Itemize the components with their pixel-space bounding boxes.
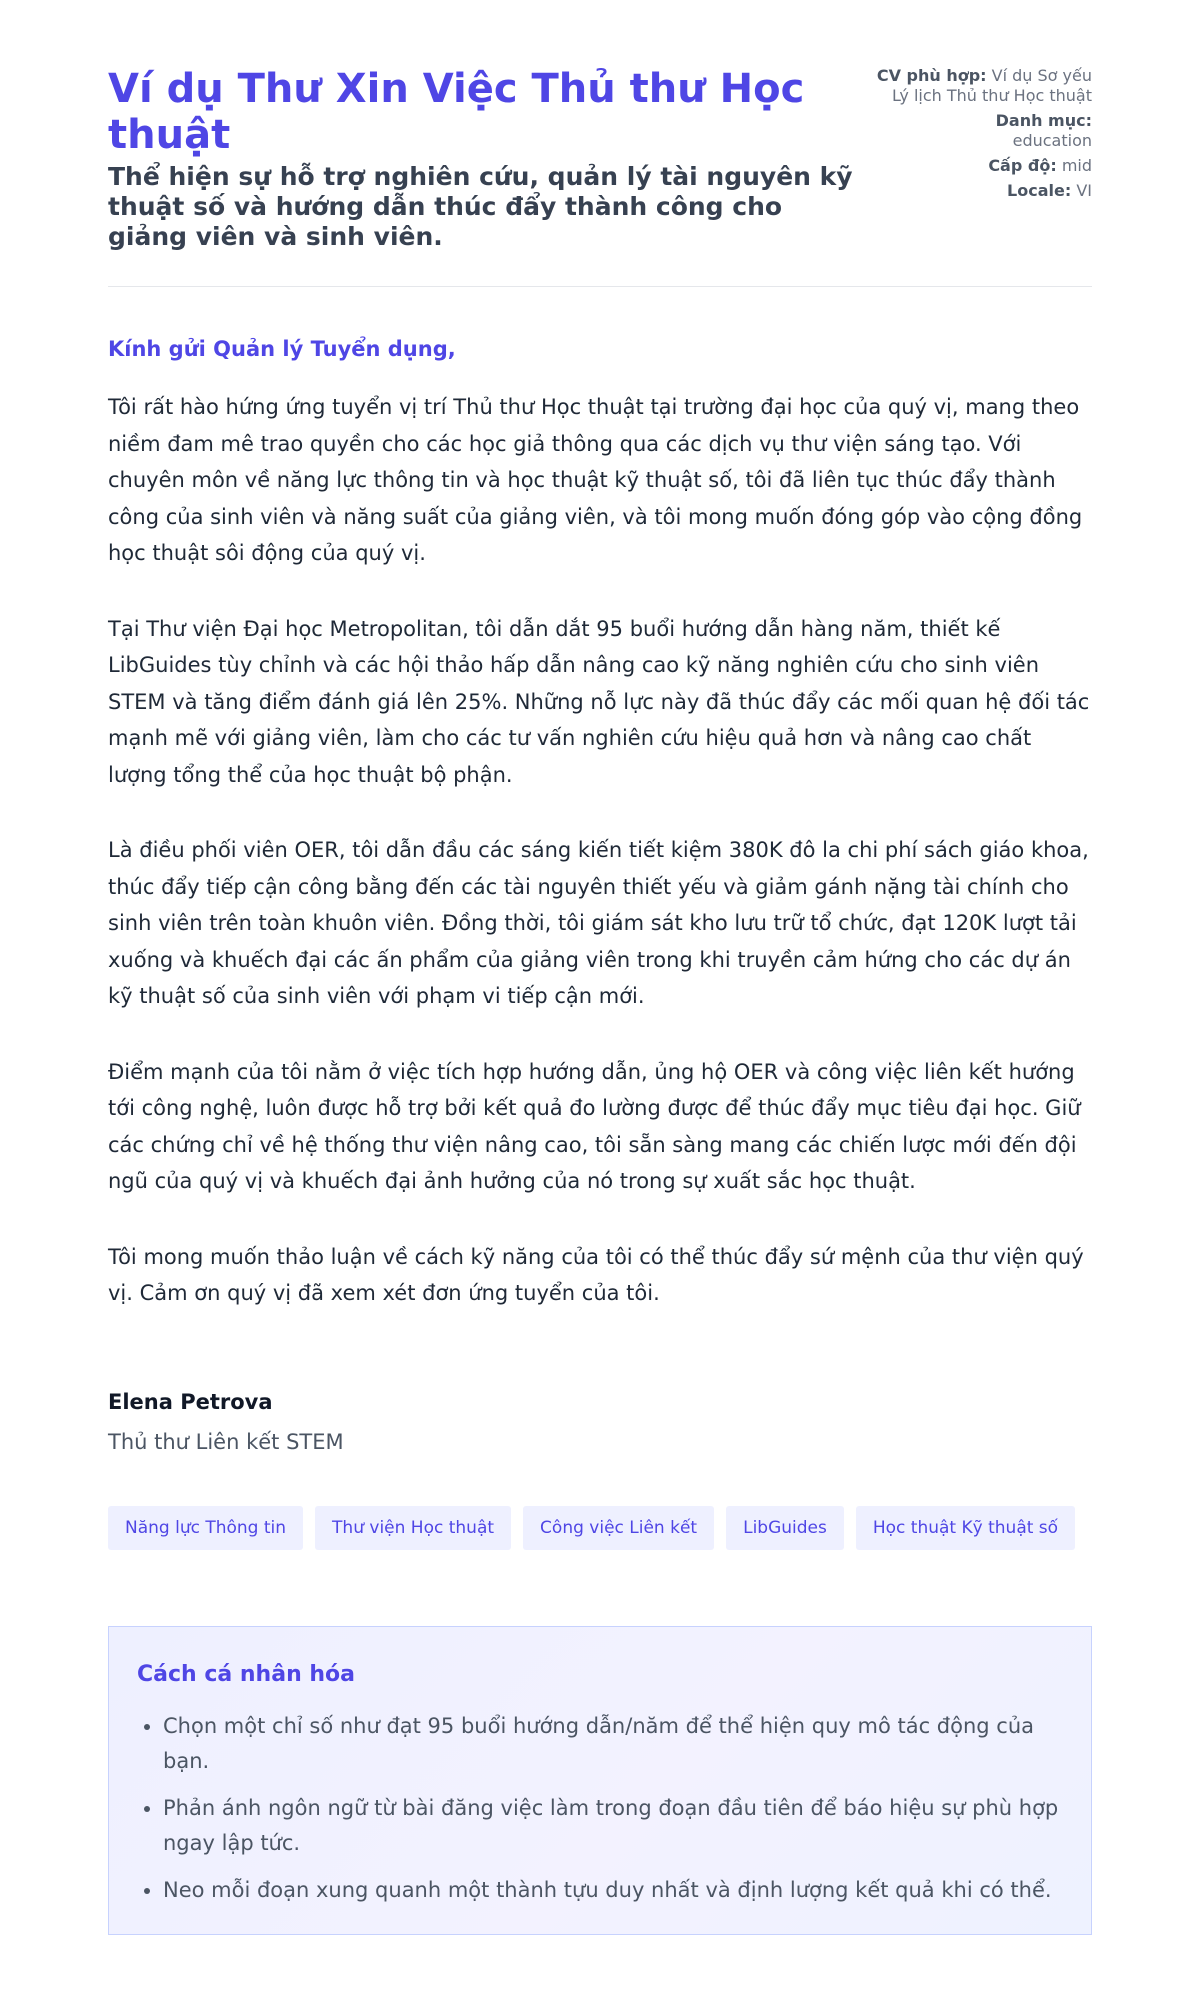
tip-item: • Chọn một chỉ số như đạt 95 buổi hướng dẫn/năm để thể hiện quy mô tác động của bạn. xyxy=(163,1709,1063,1779)
skill-tag: Thư viện Học thuật xyxy=(315,1506,511,1550)
meta-cv-value: Ví dụ Sơ yếu Lý lịch Thủ thư Học thuật xyxy=(891,66,1092,105)
letter-paragraph: Điểm mạnh của tôi nằm ở việc tích hợp hướng dẫn, ủng hộ OER và công việc liên kết hướng tới công nghệ, luôn được hỗ trợ bởi kết quả đo lường được để thúc đẩy mục tiêu đại học. Giữ các chứng chỉ về hệ thống thư viện nâng cao, tôi sẵn sàng mang các chiến lược mới đến đội ngũ của quý vị và khuếch đại ảnh hưởng của nó trong sự xuất sắc học thuật. xyxy=(108,1059,1081,1193)
skill-tags xyxy=(108,1506,1092,1550)
skill-tag: Công việc Liên kết xyxy=(523,1506,714,1550)
letter-paragraph: Tôi mong muốn thảo luận về cách kỹ năng của tôi có thể thúc đẩy sứ mệnh của thư viện quý vị. Cảm ơn quý vị đã xem xét đơn ứng tuyển của tôi. xyxy=(108,1244,1084,1305)
letter-paragraph: Là điều phối viên OER, tôi dẫn đầu các sáng kiến tiết kiệm 380K đô la chi phí sách giáo khoa, thúc đẩy tiếp cận công bằng đến các tài nguyên thiết yếu và giảm gánh nặng tài chính cho sinh viên trên toàn khuôn viên. Đồng thời, tôi giám sát kho lưu trữ tổ chức, đạt 120K lượt tải xuống và khuếch đại các ấn phẩm của giảng viên trong khi truyền cảm hứng cho các dự án kỹ thuật số của sinh viên với phạm vi tiếp cận mới. xyxy=(108,838,1089,1008)
signature-title: Thủ thư Liên kết STEM xyxy=(108,1429,344,1454)
letter-paragraph: Tôi rất hào hứng ứng tuyển vị trí Thủ thư Học thuật tại trường đại học của quý vị, mang theo niềm đam mê trao quyền cho các học giả thông qua các dịch vụ thư viện sáng tạo. Với chuyên môn về năng lực thông tin và học thuật kỹ thuật số, tôi đã liên tục thúc đẩy thành công của sinh viên và năng suất của giảng viên, và tôi mong muốn đóng góp vào cộng đồng học thuật sôi động của quý vị. xyxy=(108,395,1083,565)
meta-category xyxy=(863,111,1092,151)
letter-body xyxy=(108,335,1092,1456)
letter-paragraph: Tại Thư viện Đại học Metropolitan, tôi dẫn dắt 95 buổi hướng dẫn hàng năm, thiết kế LibGuides tùy chỉnh và các hội thảo hấp dẫn nâng cao kỹ năng nghiên cứu cho sinh viên STEM và tăng điểm đánh giá lên 25%. Những nỗ lực này đã thúc đẩy các mối quan hệ đối tác mạnh mẽ với giảng viên, làm cho các tư vấn nghiên cứu hiệu quả hơn và nâng cao chất lượng tổng thể của học thuật bộ phận. xyxy=(108,616,1090,787)
meta-locale-value: VI xyxy=(1076,181,1092,200)
meta-cv-label: CV phù hợp: xyxy=(876,66,987,85)
signature-name: Elena Petrova xyxy=(108,1389,273,1414)
page-subtitle: Thể hiện sự hỗ trợ nghiên cứu, quản lý tài nguyên kỹ thuật số và hướng dẫn thúc đẩy thành công cho giảng viên và sinh viên. xyxy=(108,162,853,251)
page-title: Ví dụ Thư Xin Việc Thủ thư Học thuật xyxy=(108,66,805,158)
skill-tag: Năng lực Thông tin xyxy=(108,1506,303,1550)
meta-locale xyxy=(863,181,1092,201)
meta-category-label: Danh mục: xyxy=(995,111,1092,130)
skill-tag: LibGuides xyxy=(726,1506,844,1550)
letter-salutation: Kính gửi Quản lý Tuyển dụng, xyxy=(108,337,456,361)
meta-cv xyxy=(863,66,1092,106)
tips-title: Cách cá nhân hóa xyxy=(137,1661,356,1687)
header-text xyxy=(108,66,863,252)
meta-panel xyxy=(863,66,1092,206)
personalization-tips xyxy=(108,1626,1092,1935)
meta-level-label: Cấp độ: xyxy=(988,156,1057,175)
meta-locale-label: Locale: xyxy=(1007,181,1072,200)
skill-tag: Học thuật Kỹ thuật số xyxy=(856,1506,1075,1550)
tip-item: • Phản ánh ngôn ngữ từ bài đăng việc làm trong đoạn đầu tiên để báo hiệu sự phù hợp ngay lập tức. xyxy=(163,1791,1063,1861)
page-header xyxy=(108,66,1092,287)
meta-level-value: mid xyxy=(1061,156,1092,175)
meta-category-value: education xyxy=(1012,131,1092,150)
meta-level xyxy=(863,156,1092,176)
tip-item: • Neo mỗi đoạn xung quanh một thành tựu duy nhất và định lượng kết quả khi có thể. xyxy=(163,1873,1063,1908)
tips-list xyxy=(137,1709,1063,1908)
